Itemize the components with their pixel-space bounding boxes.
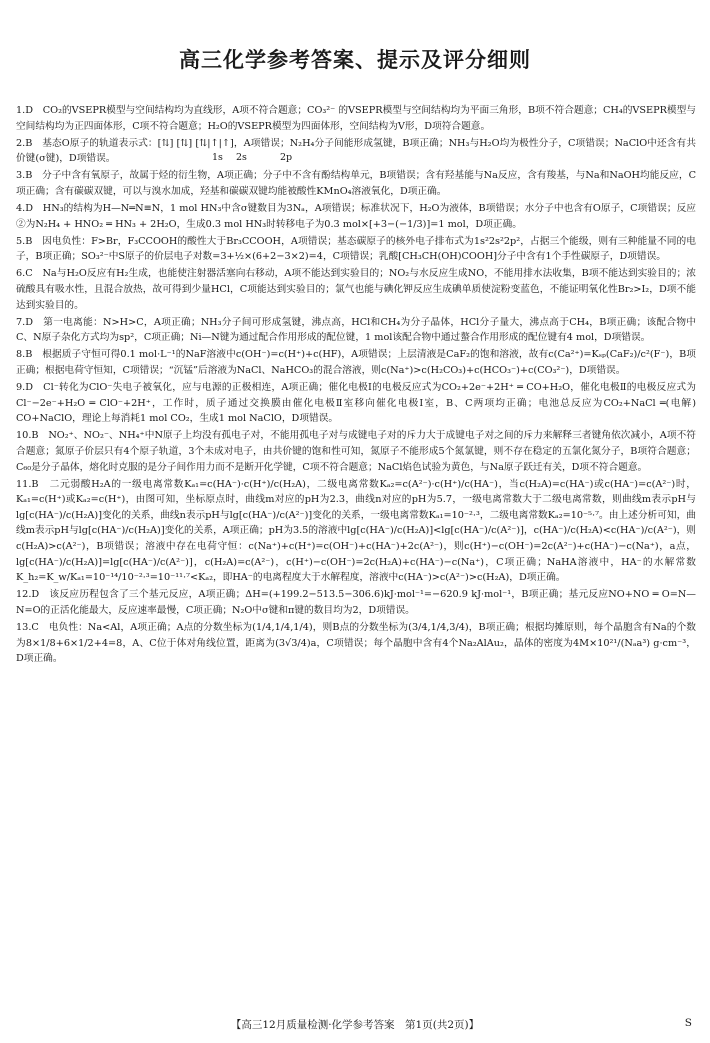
answer-item-4: 4.D HN₃的结构为H—N═N≡N，1 mol HN₃中含σ键数目为3Nₐ，A项错误；标准状况下，H₂O为液体，B项错误；水分子中也含有O原子，C项错误；反应②为N₂H₄ + HNO₂ ═ HN₃ + 2H₂O，生成0.3 mol HN₃时转移电子为0.3 mol×[+3−(−1/3)]=1 mol，D项正确。	[16, 203, 696, 230]
orbital-label-1s: 1s	[212, 152, 223, 163]
footer-code: S	[684, 1017, 692, 1029]
answer-item-10: 10.B NO₂⁺、NO₂⁻、NH₄⁺中N原子上均没有孤电子对，不能用孤电子对与成键电子对的斥力大于成键电子对之间的斥力来解释三者键角依次减小，A项不符合题意；氮原子价层只有4个原子轨道，3个未成对电子，由共价键的饱和性可知，氮原子不能形成5个氮氯键，则不存在稳定的五氯化氮分子，B项符合题意；C₆₀是分子晶体，熔化时克服的是分子间作用力而不是断开化学键，C项不符合题意；NaCl焰色试验为黄色，与Na原子跃迁有关，D项不符合题意。	[16, 430, 696, 473]
answer-item-1: 1.D CO₂的VSEPR模型与空间结构均为直线形，A项不符合题意；CO₃²⁻ 的VSEPR模型与空间结构均为平面三角形，B项不符合题意；CH₄的VSEPR模型与空间结构均为正四面体形，C项不符合题意；H₂O的VSEPR模型为四面体形，空间结构为V形，D项符合题意。	[16, 105, 696, 132]
answer-item-6: 6.C Na与H₂O反应有H₂生成，也能使注射器活塞向右移动，A项不能达到实验目的；NO₂与水反应生成NO，不能用排水法收集，B项不能达到实验目的；浓硫酸具有吸水性，且混合放热，故可得到少量HCl，C项能达到实验目的；氯气也能与碘化钾反应生成碘单质使淀粉变蓝色，不能证明氧化性Br₂>I₂，D项不能达到实验目的。	[16, 268, 696, 311]
answer-item-7: 7.D 第一电离能：N>H>C，A项正确；NH₃分子间可形成氢键，沸点高，HCl和CH₄为分子晶体，HCl分子量大，沸点高于CH₄，B项正确；该配合物中C、N原子杂化方式均为sp²，C项正确；Ni—N键为通过配合作用形成的配位键，1 mol该配合物中通过螯合作用形成的配位键有4 mol，D项错误。	[16, 316, 696, 344]
answer-item-2: 2.B 基态O原子的轨道表示式：[⇅] [⇅] [⇅|↑|↑]，A项错误；N₂H₄分子间能形成氢键，B项正确；NH₃与H₂O均为极性分子，C项错误；NaClO中还含有共价键(σ键)，D项错误。	[16, 137, 696, 165]
orbital-label-2s: 2s	[236, 152, 247, 163]
orbital-label-2p: 2p	[280, 152, 293, 163]
answer-item-13: 13.C 电负性：Na<Al，A项正确；A点的分数坐标为(1/4,1/4,1/4)，则B点的分数坐标为(3/4,1/4,3/4)，B项正确；根据均摊原则，每个晶胞含有Na的个数为8×1/8+6×1/2+4=8，A、C位于体对角线位置，距离为(3√3/4)a，C项错误；每个晶胞中含有4个Na₂AlAu₂，晶体的密度为4M×10²¹/(Nₐa³) g·cm⁻³，D项正确。	[16, 622, 696, 665]
answer-item-9: 9.D Cl⁻转化为ClO⁻失电子被氧化，应与电源的正极相连，A项正确；催化电极Ⅰ的电极反应式为CO₂+2e⁻+2H⁺ ═ CO+H₂O，催化电极Ⅱ的电极反应式为Cl⁻−2e⁻+H₂O ═ ClO⁻+2H⁺，工作时，质子通过交换膜由催化电极Ⅱ室移向催化电极Ⅰ室，B、C两项均正确；电池总反应为CO₂+NaCl ═(电解) CO+NaClO，理论上每消耗1 mol CO₂，生成1 mol NaClO，D项错误。	[16, 382, 696, 425]
answer-item-3: 3.B 分子中含有氧原子，故属于烃的衍生物，A项正确；分子中不含有酚结构单元，B项错误；含有羟基能与Na反应，含有羧基，与Na和NaOH均能反应，C项正确；含有碳碳双键，可以与溴水加成，羟基和碳碳双键均能被酸性KMnO₄溶液氧化，D项正确。	[16, 170, 697, 197]
answer-item-11: 11.B 二元弱酸H₂A的一级电离常数Kₐ₁=c(HA⁻)·c(H⁺)/c(H₂A)，二级电离常数Kₐ₂=c(A²⁻)·c(H⁺)/c(HA⁻)，当c(H₂A)=c(HA⁻)或c(HA⁻)=c(A²⁻)时，Kₐ₁=c(H⁺)或Kₐ₂=c(H⁺)，由图可知，坐标原点时，曲线m对应的pH为2.3，曲线n对应的pH为5.7，一级电离常数大于二级电离常数，则曲线m表示pH与lg[c(HA⁻)/c(H₂A)]变化的关系，曲线n表示pH与lg[c(HA⁻)/c(A²⁻)]变化的关系，一级电离常数Kₐ₁=10⁻²·³，二级电离常数Kₐ₂=10⁻⁵·⁷。由上述分析可知，曲线m表示pH与lg[c(HA⁻)/c(H₂A)]变化的关系，A项正确；pH为3.5的溶液中lg[c(HA⁻)/c(H₂A)]<lg[c(HA⁻)/c(A²⁻)]，c(HA⁻)/c(H₂A)<c(HA⁻)/c(A²⁻)，则c(H₂A)>c(A²⁻)，B项错误；溶液中存在电荷守恒：c(Na⁺)+c(H⁺)=c(OH⁻)+c(HA⁻)+2c(A²⁻)，则c(H⁺)−c(OH⁻)=2c(A²⁻)+c(HA⁻)−c(Na⁺)，a点，lg[c(HA⁻)/c(H₂A)]=lg[c(HA⁻)/c(A²⁻)]，c(H₂A)=c(A²⁻)，c(H⁺)−c(OH⁻)=2c(H₂A)+c(HA⁻)−c(Na⁺)，C项正确；NaHA溶液中，HA⁻的水解常数K_h₂=K_w/Kₐ₁=10⁻¹⁴/10⁻²·³=10⁻¹¹·⁷<Kₐ₂，即HA⁻的电离程度大于水解程度，溶液中c(HA⁻)>c(A²⁻)>c(H₂A)，D项正确。	[16, 478, 696, 584]
page-title: 高三化学参考答案、提示及评分细则	[179, 48, 531, 72]
answer-list	[16, 103, 696, 983]
page-footer: 【高三12月质量检测·化学参考答案 第1页(共2页)】	[230, 1019, 480, 1031]
answer-item-5: 5.B 因电负性：F>Br，F₃CCOOH的酸性大于Br₃CCOOH，A项错误；基态碳原子的核外电子排布式为1s²2s²2p²，占据三个能级，则有三种能量不同的电子，B项正确；SO₃²⁻中S原子的价层电子对数=3+½×(6+2−3×2)=4，C项错误；乳酸[CH₃CH(OH)COOH]分子中含有1个手性碳原子，D项错误。	[16, 235, 696, 263]
answer-item-12: 12.D 该反应历程包含了三个基元反应，A项正确；ΔH=(+199.2−513.5−306.6)kJ·mol⁻¹=−620.9 kJ·mol⁻¹，B项正确；基元反应NO+NO ═ O=N—N=O的正活化能最大，反应速率最慢，C项正确；N₂O中σ键和π键的数目均为2，D项错误。	[16, 589, 696, 616]
answer-item-8: 8.B 根据质子守恒可得0.1 mol·L⁻¹的NaF溶液中c(OH⁻)=c(H⁺)+c(HF)，A项错误；上层清液是CaF₂的饱和溶液，故有c(Ca²⁺)=Kₛₚ(CaF₂)/c²(F⁻)，B项正确；根据电荷守恒知，C项错误；“沉锰”后溶液为NaCl、NaHCO₃的混合溶液，则c(Na⁺)>c(H₂CO₃)+c(HCO₃⁻)+c(CO₃²⁻)，D项错误。	[16, 349, 696, 376]
